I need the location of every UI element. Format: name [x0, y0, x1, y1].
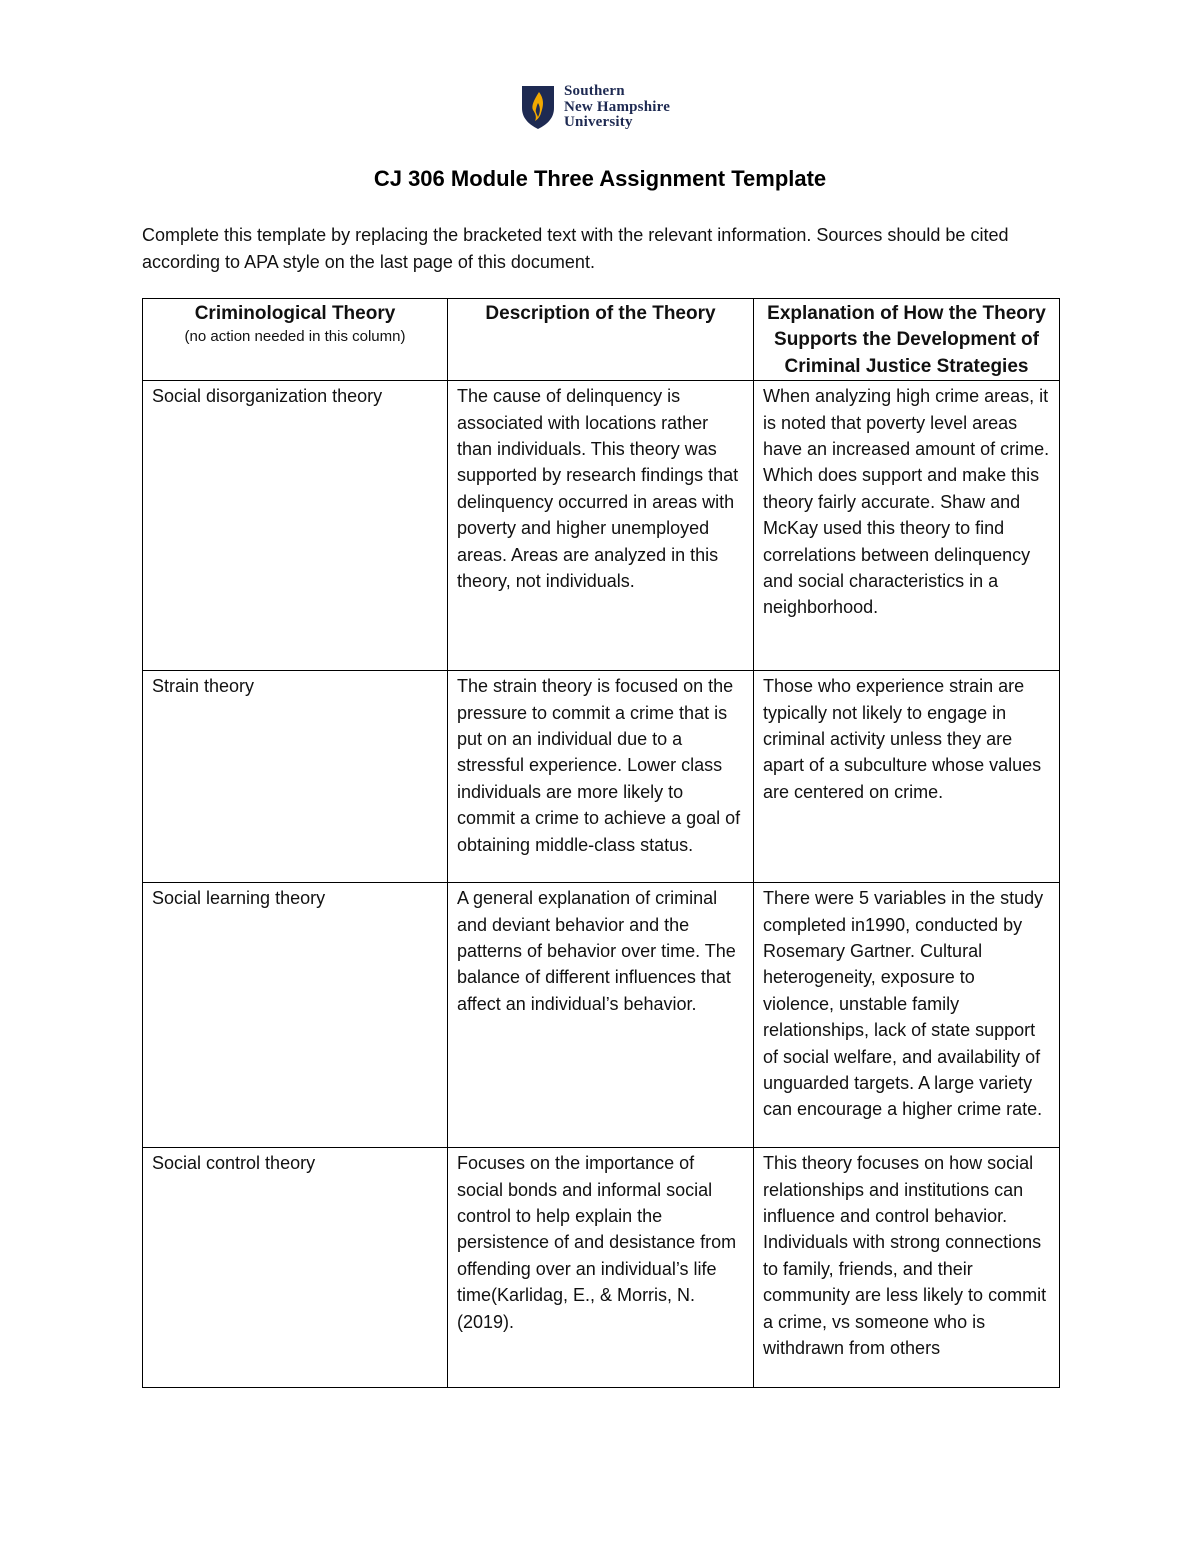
theory-cell[interactable]: Strain theory	[143, 671, 448, 883]
table-row	[143, 1148, 1060, 1388]
explanation-cell[interactable]: Those who experience strain are typically not likely to engage in criminal activity unless they are apart of a subculture whose values are centered on crime.	[754, 671, 1060, 883]
description-cell[interactable]: Focuses on the importance of social bonds and informal social control to help explain the persistence of and desistance from offending over an individual’s life time(Karlidag, E., & Morris, N. (2019).	[448, 1148, 754, 1388]
header-explanation: Explanation of How the Theory Supports the Development of Criminal Justice Strategies	[754, 299, 1060, 381]
description-cell[interactable]: A general explanation of criminal and deviant behavior and the patterns of behavior over time. The balance of different influences that affect an individual’s behavior.	[448, 883, 754, 1148]
logo-line-3: University	[564, 114, 633, 130]
page-title: CJ 306 Module Three Assignment Template	[373, 166, 827, 191]
header-col1-note: (no action needed in this column)	[184, 328, 406, 346]
theory-table	[142, 298, 1060, 1388]
intro-paragraph: Complete this template by replacing the bracketed text with the relevant information. Sources should be cited according to APA style on the last page of this document.	[142, 225, 1009, 272]
university-logo	[520, 84, 670, 131]
theory-cell[interactable]: Social disorganization theory	[143, 381, 448, 671]
logo-line-1: Southern	[564, 83, 625, 99]
table-header-row	[143, 299, 1060, 381]
shield-flame-icon	[520, 84, 556, 130]
description-cell[interactable]: The cause of delinquency is associated with locations rather than individuals. This theory was supported by research findings that delinquency occurred in areas with poverty and higher unemployed areas. Areas are analyzed in this theory, not individuals.	[448, 381, 754, 671]
table-row	[143, 883, 1060, 1148]
table-row	[143, 671, 1060, 883]
explanation-cell[interactable]: There were 5 variables in the study completed in1990, conducted by Rosemary Gartner. Cultural heterogeneity, exposure to violence, unstable family relationships, lack of state support of social welfare, and availability of unguarded targets. A large variety can encourage a higher crime rate.	[754, 883, 1060, 1148]
header-col1-title: Criminological Theory	[194, 303, 396, 324]
header-description: Description of the Theory	[448, 299, 754, 381]
explanation-cell[interactable]: When analyzing high crime areas, it is noted that poverty level areas have an increased amount of crime. Which does support and make this theory fairly accurate. Shaw and McKay used this theory to find correlations between delinquency and social characteristics in a neighborhood.	[754, 381, 1060, 671]
table-row	[143, 381, 1060, 671]
description-cell[interactable]: The strain theory is focused on the pressure to commit a crime that is put on an individual due to a stressful experience. Lower class individuals are more likely to commit a crime to achieve a goal of obtaining middle-class status.	[448, 671, 754, 883]
theory-cell[interactable]: Social control theory	[143, 1148, 448, 1388]
theory-cell[interactable]: Social learning theory	[143, 883, 448, 1148]
explanation-cell[interactable]: This theory focuses on how social relationships and institutions can influence and control behavior. Individuals with strong connections to family, friends, and their community are less likely to commit a crime, vs someone who is withdrawn from others	[754, 1148, 1060, 1388]
logo-wordmark	[564, 84, 670, 131]
logo-line-2: New Hampshire	[564, 98, 671, 115]
header-criminological-theory	[143, 299, 448, 381]
